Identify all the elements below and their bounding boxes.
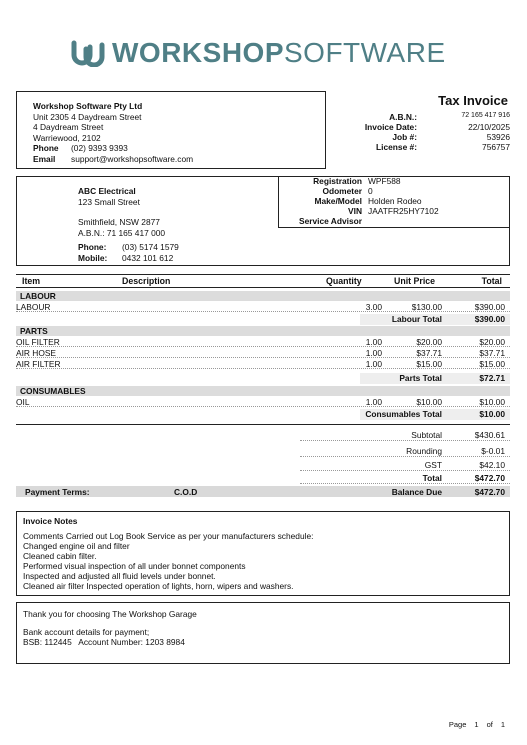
workshop-logo-icon: [70, 37, 106, 67]
note-line: Performed visual inspection of all under bonnet components: [23, 561, 246, 571]
make-model-label: Make/Model: [314, 196, 362, 206]
company-logo: [70, 34, 446, 70]
total-label: Total: [422, 473, 442, 483]
row-quantity: 3.00: [365, 302, 382, 312]
header-description: Description: [122, 276, 171, 286]
consumables-total-row: [16, 409, 510, 420]
rounding-value: $-0.01: [481, 446, 505, 456]
row-total: $390.00: [474, 302, 505, 312]
note-line: Comments Carried out Log Book Service as per your manufacturers schedule:: [23, 531, 314, 541]
note-line: Changed engine oil and filter: [23, 541, 130, 551]
invoice-notes-box: [16, 511, 510, 596]
vin-label: VIN: [348, 206, 362, 216]
page-number: [449, 720, 505, 729]
row-total: $20.00: [479, 337, 505, 347]
company-email[interactable]: support@workshopsoftware.com: [71, 153, 194, 164]
subtotal-label: Subtotal: [411, 430, 442, 440]
vin: JAATFR25HY7102: [368, 206, 439, 216]
row-unit-price: $37.71: [416, 348, 442, 358]
customer-name: ABC Electrical: [78, 186, 136, 196]
customer-phone-label: Phone:: [78, 242, 107, 252]
row-quantity: 1.00: [365, 348, 382, 358]
company-phone: (02) 9393 9393: [71, 143, 128, 153]
page-label: Page: [448, 720, 467, 729]
section-consumables: CONSUMABLES: [16, 386, 510, 396]
row-total: $10.00: [479, 397, 505, 407]
abn-value: 72 165 417 916: [461, 112, 510, 119]
page-of: of: [486, 720, 493, 729]
company-address-line-1: Unit 2305 4 Daydream Street: [33, 111, 142, 122]
customer-address-line-1: 123 Small Street: [78, 196, 140, 207]
total-value: $472.70: [474, 473, 505, 483]
bank-details: BSB: 112445 Account Number: 1203 8984: [23, 637, 185, 647]
row-quantity: 1.00: [365, 397, 382, 407]
company-email-label: Email: [33, 153, 56, 164]
company-address-line-2: 4 Daydream Street: [33, 122, 104, 132]
company-address-line-3: Warriewood, 2102: [33, 132, 101, 143]
invoice-title: Tax Invoice: [438, 93, 508, 108]
customer-phone: (03) 5174 1579: [122, 242, 179, 252]
vehicle-details-box: [278, 176, 510, 228]
invoice-notes-title: Invoice Notes: [23, 516, 78, 526]
logo-text-bold: WORKSHOP: [112, 36, 284, 68]
table-row: [16, 397, 510, 407]
row-unit-price: $10.00: [416, 397, 442, 407]
bank-details-label: Bank account details for payment;: [23, 627, 150, 637]
company-phone-label: Phone: [33, 143, 59, 153]
invoice-date-label: Invoice Date:: [364, 122, 417, 132]
table-row: [16, 337, 510, 347]
customer-abn: A.B.N.: 71 165 417 000: [78, 227, 166, 238]
balance-due-label: Balance Due: [391, 487, 442, 497]
row-total: $15.00: [479, 359, 505, 369]
table-divider: [16, 424, 510, 425]
payment-terms-row: [16, 486, 510, 497]
row-unit-price: $15.00: [416, 359, 442, 369]
payment-terms-label: Payment Terms:: [25, 487, 90, 497]
table-row: [16, 302, 510, 312]
gst-label: GST: [424, 460, 442, 470]
license-label: License #:: [376, 142, 417, 152]
job-label: Job #:: [392, 132, 417, 142]
gst-row: [300, 459, 510, 471]
row-unit-price: $130.00: [411, 302, 442, 312]
invoice-meta: [330, 112, 510, 152]
row-quantity: 1.00: [365, 337, 382, 347]
total-row: [300, 472, 510, 484]
abn-label: A.B.N.:: [389, 112, 417, 122]
balance-due: $472.70: [474, 487, 505, 497]
table-row: [16, 359, 510, 369]
header-quantity: Quantity: [326, 276, 362, 286]
customer-address-line-2: Smithfield, NSW 2877: [78, 217, 160, 227]
note-line: Inspected and adjusted all fluid levels under bonnet.: [23, 571, 216, 581]
labour-total-label: Labour Total: [391, 314, 442, 324]
gst-value: $42.10: [479, 460, 505, 470]
row-item: AIR HOSE: [16, 348, 57, 358]
license-number: 756757: [482, 142, 510, 152]
row-item: LABOUR: [16, 302, 51, 312]
registration: WPF588: [368, 176, 401, 186]
header-total: Total: [481, 276, 502, 286]
subtotal-row: [300, 429, 510, 441]
note-line: Cleaned cabin filter.: [23, 551, 97, 561]
rounding-label: Rounding: [406, 446, 442, 456]
consumables-total: $10.00: [479, 409, 505, 419]
section-labour: LABOUR: [16, 291, 510, 301]
job-number: 53926: [486, 132, 510, 142]
service-advisor: [362, 216, 368, 226]
row-item: AIR FILTER: [16, 359, 61, 369]
table-header: [16, 274, 510, 288]
consumables-total-label: Consumables Total: [365, 409, 442, 419]
labour-total-row: [16, 314, 510, 325]
parts-total-label: Parts Total: [399, 373, 442, 383]
page-total: 1: [500, 720, 505, 729]
logo-text-light: SOFTWARE: [284, 36, 446, 68]
rounding-row: [300, 445, 510, 457]
parts-total-row: [16, 373, 510, 384]
header-unit-price: Unit Price: [394, 276, 436, 286]
note-line: Cleaned air filter Inspected operation of lights, horn, wipers and washers.: [23, 581, 294, 591]
customer-mobile-label: Mobile:: [78, 252, 108, 263]
payment-details-box: [16, 602, 510, 664]
odometer-label: Odometer: [322, 186, 362, 196]
service-advisor-label: Service Advisor: [298, 216, 362, 226]
invoice-date: 22/10/2025: [468, 122, 510, 132]
odometer: 0: [368, 186, 373, 196]
payment-terms: C.O.D: [174, 487, 198, 497]
row-quantity: 1.00: [365, 359, 382, 369]
customer-mobile: 0432 101 612: [122, 252, 174, 263]
row-unit-price: $20.00: [416, 337, 442, 347]
subtotal-value: $430.61: [474, 430, 505, 440]
thank-you-message: Thank you for choosing The Workshop Garage: [23, 609, 197, 619]
make-model: Holden Rodeo: [368, 196, 422, 206]
row-item: OIL: [16, 397, 30, 407]
table-row: [16, 348, 510, 358]
registration-label: Registration: [313, 176, 362, 186]
row-total: $37.71: [479, 348, 505, 358]
row-item: OIL FILTER: [16, 337, 60, 347]
page-current: 1: [474, 720, 479, 729]
labour-total: $390.00: [474, 314, 505, 324]
company-details-box: [16, 91, 326, 169]
company-name: Workshop Software Pty Ltd: [33, 101, 143, 111]
header-item: Item: [22, 276, 41, 286]
section-parts: PARTS: [16, 326, 510, 336]
parts-total: $72.71: [479, 373, 505, 383]
